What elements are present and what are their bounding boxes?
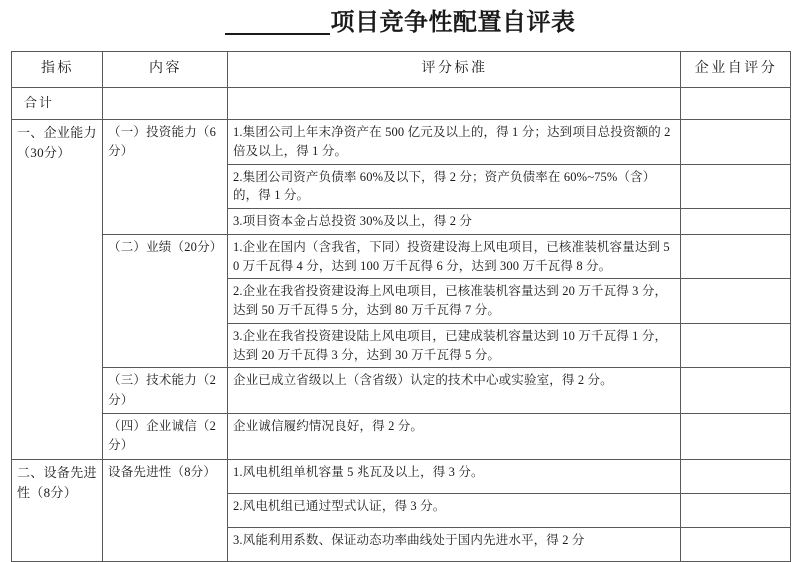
content-enterprise-integrity: （四）企业诚信（2分） bbox=[103, 414, 228, 460]
criteria-text: 1.企业在国内（含我省，下同）投资建设海上风电项目，已核准装机容量达到 50 万千瓦得 4 分，达到 100 万千瓦得 6 分，达到 300 万千瓦得 8 分。 bbox=[228, 234, 681, 279]
self-score-input-cell[interactable] bbox=[681, 323, 791, 368]
criteria-text: 2.集团公司资产负债率 60%及以下，得 2 分；资产负债率在 60%~75%（含）的，得 1 分。 bbox=[228, 164, 681, 209]
total-content[interactable] bbox=[103, 88, 228, 120]
self-score-input-cell[interactable] bbox=[681, 209, 791, 235]
criteria-text: 1.风电机组单机容量 5 兆瓦及以上，得 3 分。 bbox=[228, 459, 681, 493]
criteria-text: 3.项目资本金占总投资 30%及以上，得 2 分 bbox=[228, 209, 681, 235]
total-criteria[interactable] bbox=[228, 88, 681, 120]
self-score-input-cell[interactable] bbox=[681, 234, 791, 279]
header-indicator: 指标 bbox=[12, 52, 103, 88]
criteria-text: 2.风电机组已通过型式认证，得 3 分。 bbox=[228, 493, 681, 527]
self-score-input-cell[interactable] bbox=[681, 368, 791, 414]
indicator-enterprise-capability: 一、企业能力（30分） bbox=[12, 120, 103, 460]
header-content: 内容 bbox=[103, 52, 228, 88]
title-blank-underline bbox=[225, 8, 330, 35]
indicator-equipment-advancement: 二、设备先进性（8分） bbox=[12, 459, 103, 561]
table-row bbox=[12, 120, 791, 165]
self-score-input-cell[interactable] bbox=[681, 459, 791, 493]
table-header-row bbox=[12, 52, 791, 88]
criteria-text: 企业诚信履约情况良好，得 2 分。 bbox=[228, 414, 681, 460]
page-title bbox=[0, 8, 800, 35]
total-self-score[interactable] bbox=[681, 88, 791, 120]
header-self-score: 企业自评分 bbox=[681, 52, 791, 88]
self-assessment-table bbox=[11, 51, 791, 562]
self-score-input-cell[interactable] bbox=[681, 493, 791, 527]
content-investment-capability: （一）投资能力（6分） bbox=[103, 120, 228, 235]
table-row bbox=[12, 459, 791, 493]
score-table-wrapper bbox=[11, 51, 790, 562]
table-row-total bbox=[12, 88, 791, 120]
table-row bbox=[12, 368, 791, 414]
table-row bbox=[12, 234, 791, 279]
title-row bbox=[225, 8, 576, 35]
table-row bbox=[12, 414, 791, 460]
self-score-input-cell[interactable] bbox=[681, 164, 791, 209]
self-score-input-cell[interactable] bbox=[681, 527, 791, 561]
criteria-text: 2.企业在我省投资建设海上风电项目，已核准装机容量达到 20 万千瓦得 3 分，达到 50 万千瓦得 5 分，达到 80 万千瓦得 7 分。 bbox=[228, 279, 681, 324]
criteria-text: 3.企业在我省投资建设陆上风电项目，已建成装机容量达到 10 万千瓦得 1 分，达到 20 万千瓦得 3 分，达到 30 万千瓦得 5 分。 bbox=[228, 323, 681, 368]
content-equipment-advancement: 设备先进性（8分） bbox=[103, 459, 228, 561]
criteria-text: 3.风能利用系数、保证动态功率曲线处于国内先进水平，得 2 分 bbox=[228, 527, 681, 561]
total-label: 合计 bbox=[12, 88, 103, 120]
content-performance: （二）业绩（20分） bbox=[103, 234, 228, 368]
criteria-text: 企业已成立省级以上（含省级）认定的技术中心或实验室，得 2 分。 bbox=[228, 368, 681, 414]
header-criteria: 评分标准 bbox=[228, 52, 681, 88]
content-technical-capability: （三）技术能力（2分） bbox=[103, 368, 228, 414]
title-text: 项目竞争性配置自评表 bbox=[330, 9, 576, 37]
self-score-input-cell[interactable] bbox=[681, 279, 791, 324]
criteria-text: 1.集团公司上年末净资产在 500 亿元及以上的，得 1 分；达到项目总投资额的 2 倍及以上，得 1 分。 bbox=[228, 120, 681, 165]
self-score-input-cell[interactable] bbox=[681, 414, 791, 460]
self-score-input-cell[interactable] bbox=[681, 120, 791, 165]
